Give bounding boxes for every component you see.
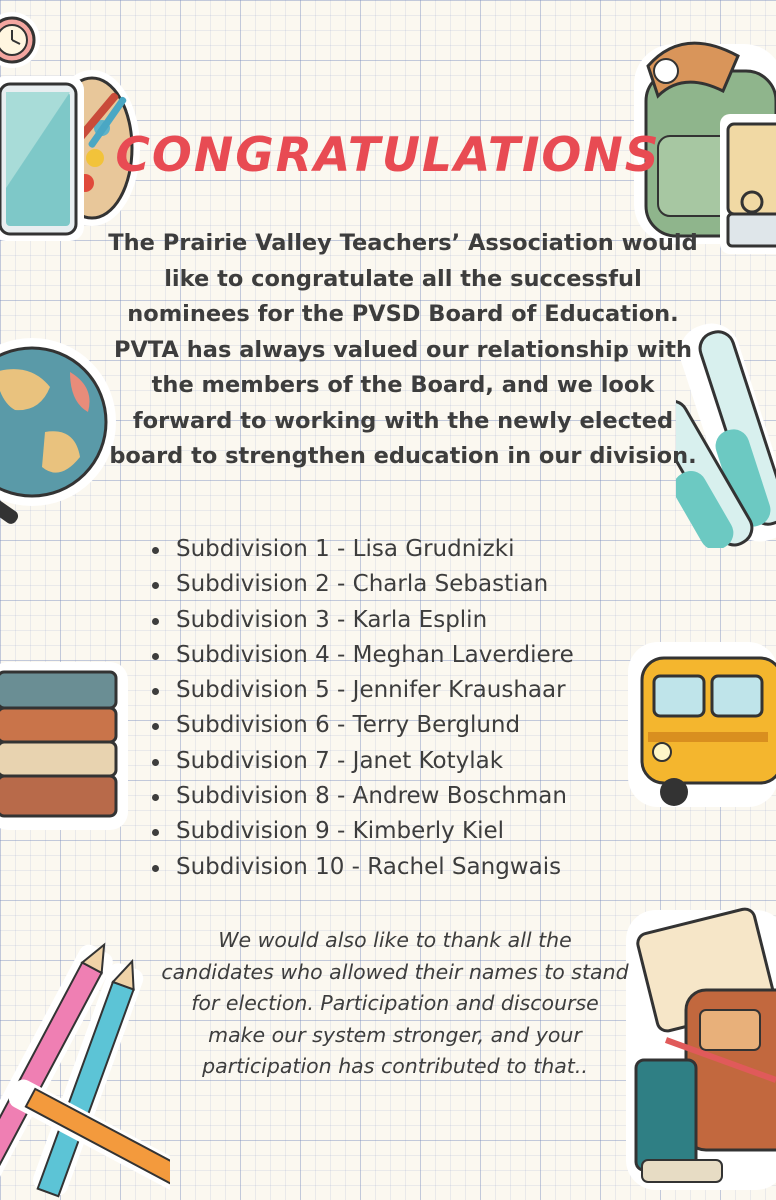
school-bus-icon xyxy=(628,640,776,810)
list-item: Subdivision 8 - Andrew Boschman xyxy=(148,779,574,814)
list-item: Subdivision 3 - Karla Esplin xyxy=(148,603,574,638)
list-item: Subdivision 4 - Meghan Laverdiere xyxy=(148,638,574,673)
thanks-paragraph: We would also like to thank all the candidates who allowed their names to stand for election. Participation and discourse make our system stronger, and your participation has contributed to that.. xyxy=(161,928,629,1078)
list-item: Subdivision 7 - Janet Kotylak xyxy=(148,744,574,779)
book-stack-icon xyxy=(0,662,130,832)
books-and-bag-icon xyxy=(626,880,776,1200)
colored-pencils-icon xyxy=(0,940,170,1200)
intro-paragraph: The Prairie Valley Teachers’ Association would like to congratulate all the successful nominees for the PVSD Board of Education. PVTA has always valued our relationship with the members of the Board, and we look forward to working with the newly elected board to strengthen education in our division. xyxy=(108,230,698,469)
list-item: Subdivision 2 - Charla Sebastian xyxy=(148,567,574,602)
nominee-list xyxy=(148,532,574,885)
list-item: Subdivision 6 - Terry Berglund xyxy=(148,708,574,743)
list-item: Subdivision 9 - Kimberly Kiel xyxy=(148,814,574,849)
page-title: CONGRATULATIONS xyxy=(115,128,661,183)
list-item: Subdivision 10 - Rachel Sangwais xyxy=(148,850,574,885)
globe-icon xyxy=(0,332,120,562)
list-item: Subdivision 5 - Jennifer Kraushaar xyxy=(148,673,574,708)
list-item: Subdivision 1 - Lisa Grudnizki xyxy=(148,532,574,567)
